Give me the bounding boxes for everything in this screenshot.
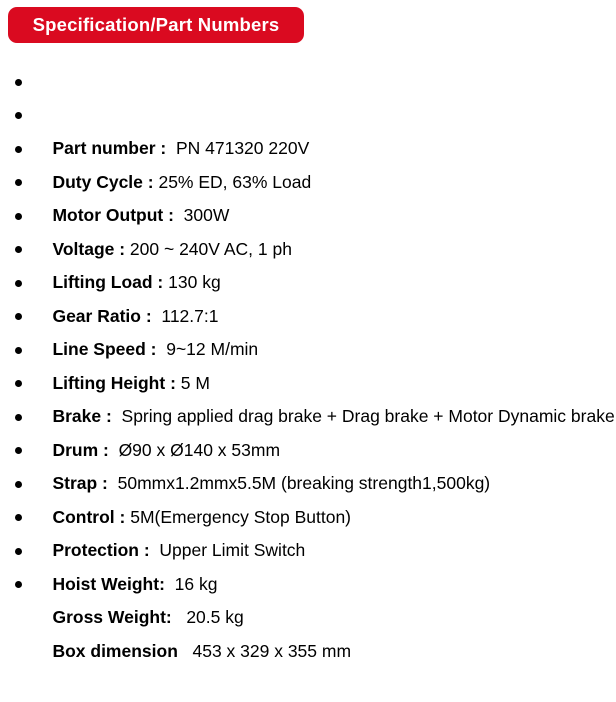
spec-value: 112.7:1	[151, 305, 219, 326]
bullet-icon	[15, 581, 22, 588]
spec-value: 25% ED, 63% Load	[153, 171, 312, 192]
spec-label: Gross Weight:	[52, 607, 172, 627]
spec-label: Gear Ratio :	[52, 305, 152, 326]
bullet-icon	[15, 347, 22, 354]
spec-value: PN 471320 220V	[166, 138, 310, 158]
spec-label: Control :	[52, 506, 126, 527]
section-header-banner	[8, 7, 304, 43]
spec-label: Protection :	[52, 540, 150, 560]
spec-label: Lifting Load :	[52, 272, 164, 292]
spec-label: Voltage :	[52, 238, 126, 259]
bullet-icon	[15, 280, 22, 287]
spec-value: 50mmx1.2mmx5.5M (breaking strength1,500kg)	[107, 473, 491, 493]
bullet-icon	[15, 414, 22, 421]
spec-value: 5M(Emergency Stop Button)	[125, 506, 352, 527]
bullet-icon	[15, 380, 22, 387]
spec-value: 453 x 329 x 355 mm	[177, 640, 352, 661]
spec-list	[0, 65, 616, 661]
spec-value: 130 kg	[163, 272, 221, 292]
spec-label: Drum :	[52, 439, 109, 460]
bullet-icon	[15, 548, 22, 555]
spec-value: Ø90 x Ø140 x 53mm	[108, 439, 281, 460]
spec-value: 16 kg	[164, 573, 218, 594]
bullet-icon	[15, 447, 22, 454]
bullet-icon	[15, 514, 22, 521]
spec-label: Part number :	[52, 138, 167, 158]
spec-label: Hoist Weight:	[52, 573, 165, 594]
spec-value: Spring applied drag brake + Drag brake + Motor Dynamic brake	[111, 406, 615, 426]
spec-label: Brake :	[52, 406, 112, 426]
spec-value: 300W	[173, 205, 230, 225]
bullet-icon	[15, 313, 22, 320]
section-header-title: Specification/Part Numbers	[32, 14, 280, 35]
spec-label: Motor Output :	[52, 205, 174, 225]
bullet-icon	[15, 179, 22, 186]
bullet-icon	[15, 112, 22, 119]
spec-label: Strap :	[52, 473, 108, 493]
spec-value: 20.5 kg	[171, 607, 244, 627]
bullet-icon	[15, 246, 22, 253]
bullet-icon	[15, 79, 22, 86]
spec-value: 200 ~ 240V AC, 1 ph	[125, 238, 292, 259]
spec-value: 5 M	[175, 372, 210, 393]
bullet-icon	[15, 146, 22, 153]
spec-label: Lifting Height :	[52, 372, 176, 393]
list-item-part-number	[0, 65, 616, 158]
bullet-icon	[15, 213, 22, 220]
spec-value: 9~12 M/min	[156, 339, 259, 359]
spec-label: Box dimension	[52, 640, 178, 661]
spec-label: Line Speed :	[52, 339, 157, 359]
bullet-icon	[15, 481, 22, 488]
spec-value: Upper Limit Switch	[149, 540, 306, 560]
spec-label: Duty Cycle :	[52, 171, 154, 192]
